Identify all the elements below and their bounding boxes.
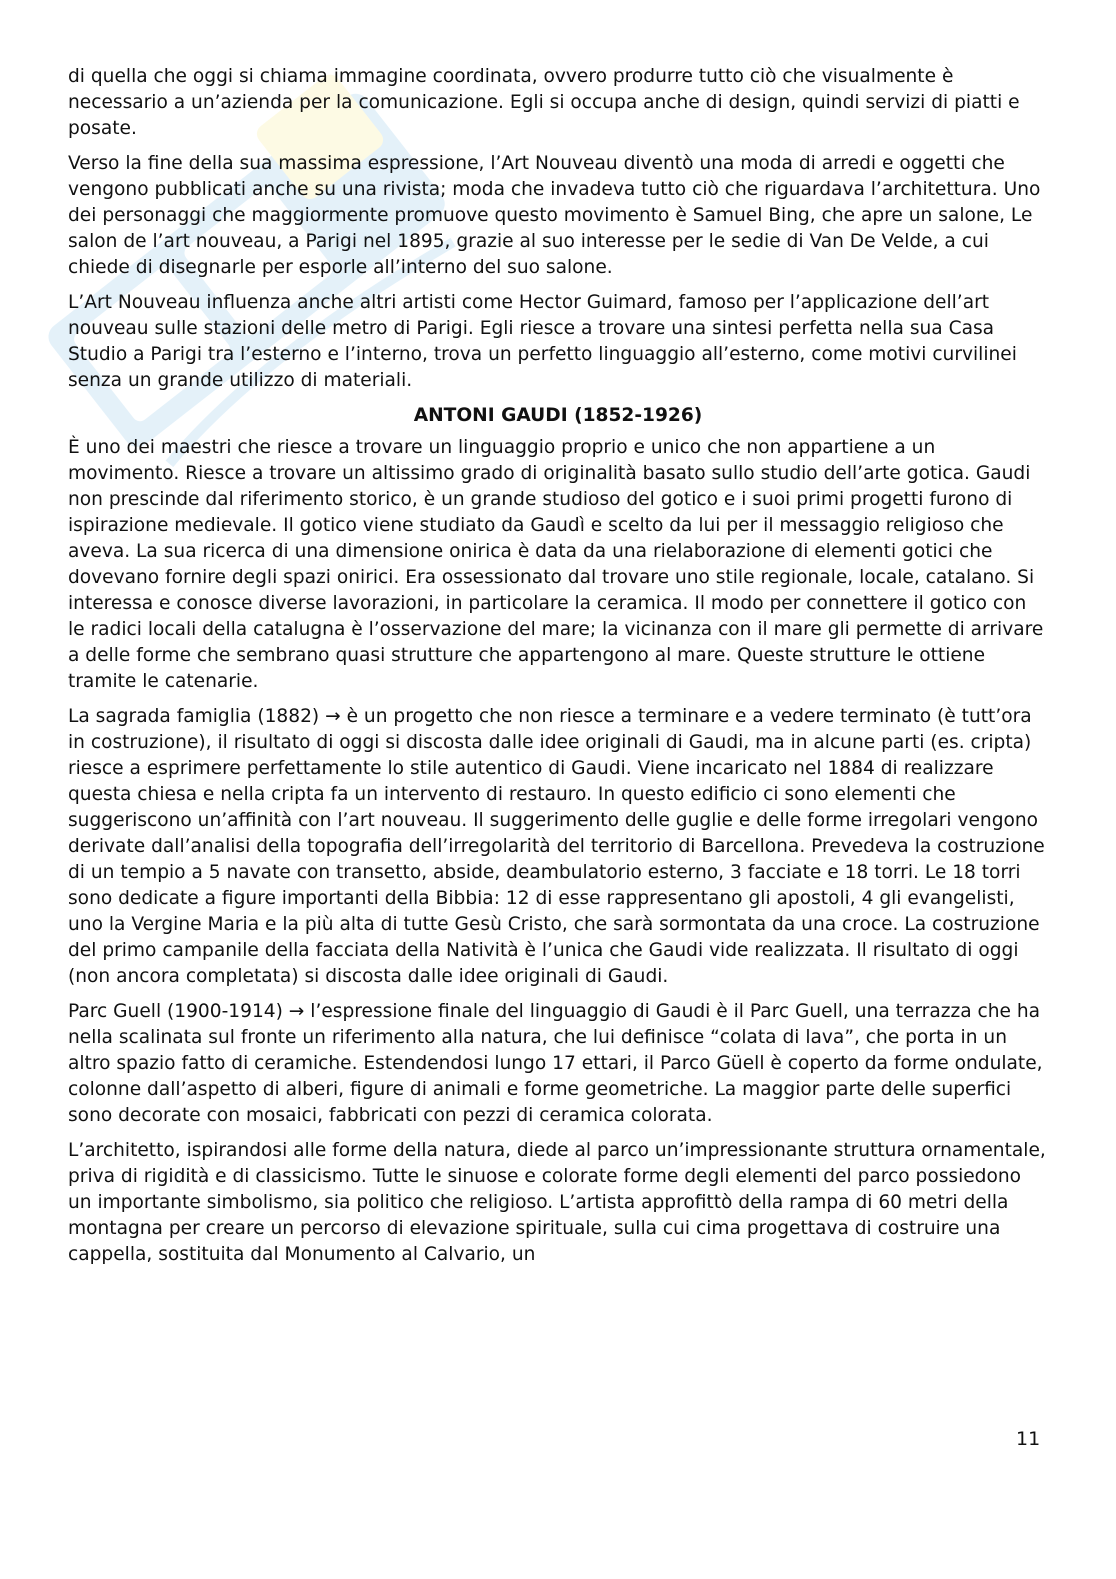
section-heading-gaudi: ANTONI GAUDI (1852-1926) xyxy=(413,405,703,426)
paragraph-sagrada-familia: La sagrada famiglia (1882) → è un progetto che non riesce a terminare e a vedere terminato (è tutt’ora in costruzione), il risultato di oggi si discosta dalle idee originali di Gaudi, ma in alcune parti (es. cripta) riesce a esprimere perfettamente lo stile autentico di Gaudi. Viene incaricato nel 1884 di realizzare questa chiesa e nella cripta fa un intervento di restauro. In questo edificio ci sono elementi che suggeriscono un’affinità con l’art nouveau. Il suggerimento delle guglie e delle forme irregolari vengono derivate dall’analisi della topografia dell’irregolarità del territorio di Barcellona. Prevedeva la costruzione di un tempio a 5 navate con transetto, abside, deambulatorio esterno, 3 facciate e 18 torri. Le 18 torri sono dedicate a figure importanti della Bibbia: 12 di esse rappresentano gli apostoli, 4 gli evangelisti, uno la Vergine Maria e la più alta di tutte Gesù Cristo, che sarà sormontata da una croce. La costruzione del primo campanile della facciata della Natività è l’unica che Gaudi vide realizzata. Il risultato di oggi (non ancora completata) si discosta dalle idee originali di Gaudi. xyxy=(68,706,1045,987)
paragraph-parc-guell: Parc Guell (1900-1914) → l’espressione finale del linguaggio di Gaudi è il Parc Guell, una terrazza che ha nella scalinata sul fronte un riferimento alla natura, che lui definisce “colata di lava”, che porta in un altro spazio fatto di ceramiche. Estendendosi lungo 17 ettari, il Parco Güell è coperto da forme ondulate, colonne dall’aspetto di alberi, figure di animali e forme geometriche. La maggior parte delle superfici sono decorate con mosaici, fabbricati con pezzi di ceramica colorata. xyxy=(68,1001,1043,1126)
paragraph-art-nouveau-fashion: Verso la fine della sua massima espressione, l’Art Nouveau diventò una moda di arredi e oggetti che vengono pubblicati anche su una rivista; moda che invadeva tutto ciò che riguardava l’architettura. Uno dei personaggi che maggiormente promuove questo movimento è Samuel Bing, che apre un salone, Le salon de l’art nouveau, a Parigi nel 1895, grazie al suo interesse per le sedie di Van De Velde, a cui chiede di disegnarle per esporle all’interno del suo salone. xyxy=(68,153,1041,278)
paragraph-coordinated-image: di quella che oggi si chiama immagine coordinata, ovvero produrre tutto ciò che visualmente è necessario a un’azienda per la comunicazione. Egli si occupa anche di design, quindi servizi di piatti e posate. xyxy=(68,66,1020,139)
page-number: 11 xyxy=(1016,1428,1041,1450)
document-page xyxy=(68,64,1048,1277)
paragraph-parc-guell-symbolism: L’architetto, ispirandosi alle forme della natura, diede al parco un’impressionante struttura ornamentale, priva di rigidità e di classicismo. Tutte le sinuose e colorate forme degli elementi del parco possiedono un importante simbolismo, sia politico che religioso. L’artista approfittò della rampa di 60 metri della montagna per creare un percorso di elevazione spirituale, sulla cui cima progettava di costruire una cappella, sostituita dal Monumento al Calvario, un xyxy=(68,1140,1046,1265)
paragraph-hector-guimard: L’Art Nouveau influenza anche altri artisti come Hector Guimard, famoso per l’applicazione dell’art nouveau sulle stazioni delle metro di Parigi. Egli riesce a trovare una sintesi perfetta nella sua Casa Studio a Parigi tra l’esterno e l’interno, trova un perfetto linguaggio all’esterno, come motivi curvilinei senza un grande utilizzo di materiali. xyxy=(68,292,1017,391)
paragraph-gaudi-intro: È uno dei maestri che riesce a trovare un linguaggio proprio e unico che non appartiene a un movimento. Riesce a trovare un altissimo grado di originalità basato sullo studio dell’arte gotica. Gaudi non prescinde dal riferimento storico, è un grande studioso del gotico e i suoi primi progetti furono di ispirazione medievale. Il gotico viene studiato da Gaudì e scelto da lui per il messaggio religioso che aveva. La sua ricerca di una dimensione onirica è data da una rielaborazione di elementi gotici che dovevano fornire degli spazi onirici. Era ossessionato dal trovare uno stile regionale, locale, catalano. Si interessa e conosce diverse lavorazioni, in particolare la ceramica. Il modo per connettere il gotico con le radici locali della catalugna è l’osservazione del mare; la vicinanza con il mare gli permette di arrivare a delle forme che sembrano quasi strutture che appartengono al mare. Queste strutture le ottiene tramite le catenarie. xyxy=(68,437,1044,692)
